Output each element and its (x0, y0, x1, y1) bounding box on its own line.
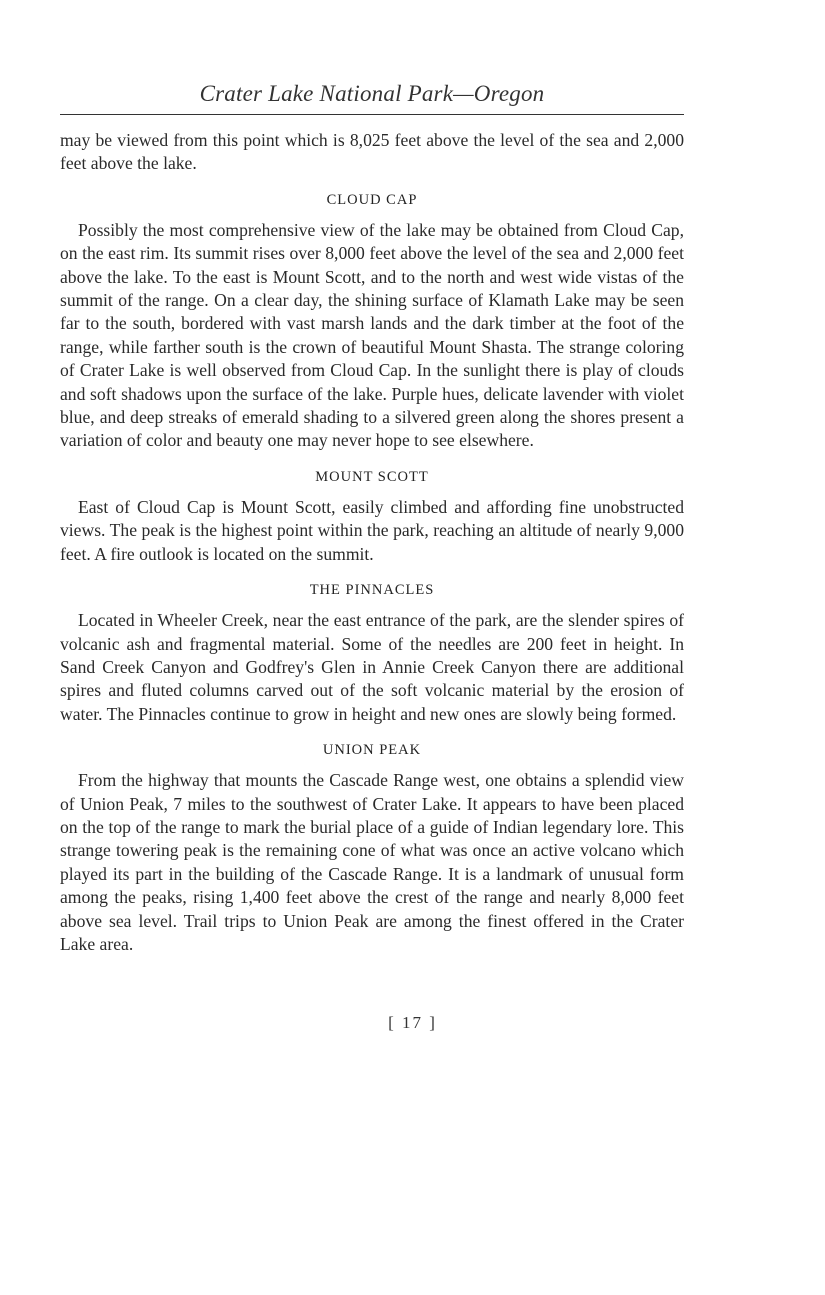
page (60, 78, 684, 956)
body-text (60, 129, 684, 956)
section-paragraph-union-peak: From the highway that mounts the Cascade Range west, one obtains a splendid view of Union Peak, 7 miles to the southwest of Crater Lake. It appears to have been placed on the top of the range to mark the burial place of a guide of Indian legendary lore. This strange towering peak is the remaining cone of what was once an active volcano which played its part in the building of the Cascade Range. It is a landmark of unusual form among the peaks, rising 1,400 feet above the crest of the range and nearly 8,000 feet above sea level. Trail trips to Union Peak are among the finest offered in the Crater Lake area. (60, 770, 684, 954)
running-head: Crater Lake National Park—Oregon (199, 81, 545, 106)
section-heading-cloud-cap: CLOUD CAP (326, 191, 418, 208)
section-heading-the-pinnacles: THE PINNACLES (309, 582, 435, 599)
section-paragraph-the-pinnacles: Located in Wheeler Creek, near the east entrance of the park, are the slender spires of volcanic ash and fragmental material. Some of the needles are 200 feet in height. In Sand Creek Canyon and Godfrey's Glen in Annie Creek Canyon there are additional spires and fluted columns carved out of the soft volcanic material by the erosion of water. The Pinnacles continue to grow in height and new ones are slowly being formed. (60, 610, 684, 724)
section-paragraph-cloud-cap: Possibly the most comprehensive view of the lake may be obtained from Cloud Cap, on the east rim. Its summit rises over 8,000 feet above the level of the sea and 2,000 feet above the lake. To the east is Mount Scott, and to the north and west wide vistas of the summit of the range. On a clear day, the shining surface of Klamath Lake may be seen far to the south, bordered with vast marsh lands and the dark timber at the foot of the range, while farther south is the crown of beautiful Mount Shasta. The strange coloring of Crater Lake is well observed from Cloud Cap. In the sunlight there is play of clouds and soft shadows upon the surface of the lake. Purple hues, delicate lavender with violet blue, and deep streaks of emerald shading to a silvered green along the shores present a variation of color and beauty one may never hope to see elsewhere. (60, 219, 684, 451)
section-heading-mount-scott: MOUNT SCOTT (315, 468, 429, 485)
header-rule (60, 114, 684, 115)
section-heading-union-peak: UNION PEAK (322, 742, 422, 759)
section-paragraph-mount-scott: East of Cloud Cap is Mount Scott, easily climbed and affording fine unobstructed views. The peak is the highest point within the park, reaching an altitude of nearly 9,000 feet. A fire outlook is located on the summit. (60, 496, 684, 564)
page-number: [ 17 ] (388, 1013, 437, 1032)
intro-paragraph: may be viewed from this point which is 8,025 feet above the level of the sea and 2,000 feet above the lake. (60, 130, 684, 174)
